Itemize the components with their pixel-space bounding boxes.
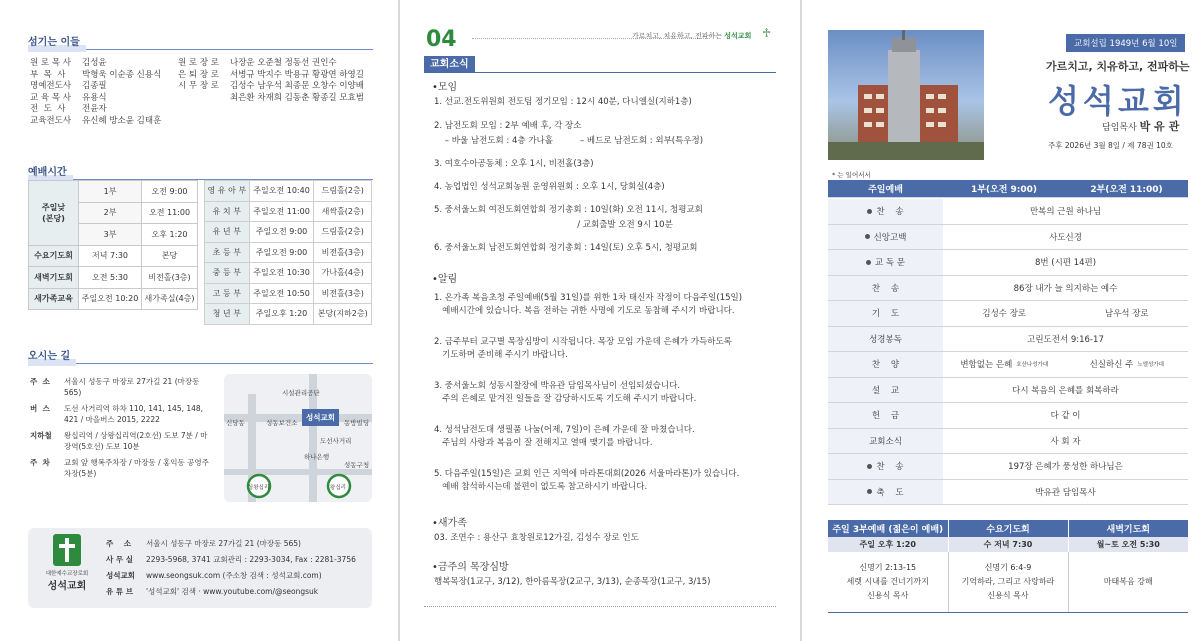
order-row [828, 480, 1188, 506]
order-label-text: 찬 송 [876, 462, 904, 473]
order-content: 박유관 담임목사 [1035, 487, 1096, 498]
location-map [224, 374, 372, 502]
order-content-main: 신실하신 주 [1089, 360, 1134, 371]
order-label-text: 찬 송 [871, 283, 900, 294]
department-name: 유 년 부 [205, 222, 250, 243]
order-row [828, 301, 1188, 327]
notice-item: 4. 성석남전도대 생필품 나눔(어제, 7일)이 은혜 가운데 잘 마쳤습니다. 주님의 사랑과 복음이 잘 전해지고 열매 맺기를 바랍니다. [434, 425, 695, 448]
standing-dot-icon [867, 489, 872, 494]
department-row [205, 283, 372, 304]
standing-note: * 는 일어서서 [832, 171, 871, 179]
department-row [205, 242, 372, 263]
sunday-part: 2부 [79, 202, 142, 224]
staff-right-list [178, 58, 364, 104]
order-label [828, 378, 943, 403]
staff-role: 명예전도사 [30, 81, 72, 91]
left-page [0, 0, 398, 641]
department-name: 초 등 부 [205, 242, 250, 263]
staff-names: 유신혜 방소윤 김태훈 [82, 115, 162, 126]
staff-row [30, 58, 161, 70]
order-header: 1부(오전 9:00) [943, 180, 1065, 197]
staff-names: 김종필 [82, 81, 107, 91]
staff-row [178, 58, 364, 70]
service-place: 본당 [142, 245, 198, 267]
department-table [204, 180, 372, 325]
cross-icon: ♱ [762, 26, 772, 40]
order-content: 다 같 이 [1050, 411, 1081, 422]
service-detail: 신명기 6:4-9 기억하라, 그리고 사랑하라 신용식 목사 [948, 552, 1068, 612]
church-building-photo [828, 30, 984, 160]
order-row [828, 454, 1188, 480]
direction-row [30, 403, 220, 425]
order-content-main: 남우석 장로 [1104, 309, 1149, 320]
order-row [828, 199, 1188, 225]
order-label [828, 403, 943, 428]
direction-row [30, 430, 220, 452]
order-content [1066, 301, 1189, 326]
order-label [828, 276, 943, 301]
sunday-time: 오전 11:00 [142, 202, 198, 224]
meetings-heading: •모임 [432, 82, 458, 93]
cross-logo-icon [53, 534, 81, 566]
directions-list [30, 376, 220, 484]
meeting-item: 6. 중서울노회 남전도회연합회 정기총회 : 14일(토) 오후 5시, 청평교회 [434, 243, 698, 253]
department-row [205, 222, 372, 243]
footer-label: 주 소 [106, 539, 131, 548]
staff-row [30, 116, 161, 128]
footer-row [106, 584, 368, 600]
department-name: 고 등 부 [205, 283, 250, 304]
department-place: 새싹홀(2층) [314, 201, 372, 222]
map-station-2: 왕십리 [330, 485, 346, 491]
department-place: 비전홀(3층) [314, 242, 372, 263]
news-divider [424, 72, 776, 73]
church-info-footer [28, 528, 372, 608]
directions-section-header [28, 344, 373, 364]
staff-row [30, 81, 161, 93]
other-services-table [828, 520, 1188, 613]
staff-row [178, 81, 364, 93]
department-name: 영 유 아 부 [205, 181, 250, 202]
meeting-item: – 바울 남전도회 : 4층 가나홀 – 베드로 남전도회 : 외부(특우정) [434, 136, 704, 146]
footer-label: 유 튜 브 [106, 587, 133, 596]
order-label-text: 신앙고백 [873, 232, 907, 243]
staff-row [30, 93, 161, 105]
middle-page [400, 0, 800, 641]
order-content-main: 김성수 장로 [982, 309, 1027, 320]
order-label-text: 설 교 [871, 385, 900, 396]
order-content [943, 301, 1066, 326]
staff-names: 나장운 오준철 정동선 권인수 [230, 58, 337, 68]
order-row [828, 276, 1188, 302]
order-label [828, 454, 943, 479]
order-label-text: 찬 송 [876, 207, 904, 218]
staff-row [30, 104, 161, 116]
map-label-left-road: 신당동 [226, 419, 245, 427]
department-time: 주일오후 1:20 [249, 304, 314, 325]
department-time: 주일오전 10:40 [249, 181, 314, 202]
staff-role: 교 육 목 사 [30, 92, 71, 103]
choir-name: 노엘성가대 [1137, 362, 1164, 369]
sunday-part: 1부 [79, 181, 142, 203]
order-row [828, 327, 1188, 353]
order-label [828, 429, 943, 454]
department-place: 드림홀(2층) [314, 181, 372, 202]
department-name: 유 치 부 [205, 201, 250, 222]
right-motto: 가르치고, 치유하고, 전파하는 [1046, 60, 1190, 73]
staff-section-header [28, 30, 373, 50]
service-name: 수요기도회 [29, 245, 79, 267]
standing-dot-icon [866, 260, 871, 265]
meeting-item: 4. 농업법인 성석교회농원 운영위원회 : 오후 1시, 당회실(4층) [434, 182, 665, 192]
direction-text: 도선 사거리역 하차 110, 141, 145, 148, 421 / 마을버스 2015, 2222 [64, 404, 204, 424]
right-page [802, 0, 1200, 641]
newfamily-heading: •새가족 [432, 518, 467, 529]
service-place: 새가족실(4층) [142, 288, 198, 310]
footer-row [106, 552, 368, 568]
department-place: 비전홀(3층) [314, 283, 372, 304]
standing-dot-icon [865, 234, 870, 239]
order-label [828, 301, 943, 326]
order-label [828, 480, 943, 505]
map-label-bank: 하나은행 [304, 453, 330, 461]
notice-item: 3. 중서울노회 성동시찰장에 박유관 담임목사님이 선임되셨습니다. 주의 은혜로 맡겨진 일들을 잘 감당하시도록 기도해 주시기 바랍니다. [434, 381, 697, 404]
order-label [828, 199, 943, 224]
order-label-text: 축 도 [876, 487, 904, 498]
meeting-item: / 교회출발 오전 9시 10분 [434, 220, 673, 230]
department-time: 주일오전 9:00 [249, 222, 314, 243]
worship-order-rows [828, 199, 1188, 505]
order-row [828, 225, 1188, 251]
service-time: 수 저녁 7:30 [948, 537, 1068, 552]
pastor-line: 담임목사 박 유 관 [1102, 120, 1180, 133]
worship-time-table [28, 180, 198, 310]
standing-dot-icon [867, 464, 872, 469]
service-detail: 마태복음 강해 [1068, 552, 1188, 612]
footer-label: 성석교회 [106, 571, 135, 580]
map-church-marker: 성석교회 [302, 409, 339, 426]
church-logo [36, 534, 98, 592]
order-label-text: 교 독 문 [874, 258, 906, 269]
staff-row [178, 70, 364, 82]
staff-names: 김성수 남우석 최종문 오창수 이양배 [230, 81, 364, 91]
order-label [828, 327, 943, 352]
department-row [205, 201, 372, 222]
staff-role: 원 로 목 사 [30, 58, 71, 68]
staff-row [178, 93, 364, 105]
newfamily-item: 03. 조연수 : 용산구 효창원로12가길, 김성수 장로 인도 [434, 533, 639, 543]
footer-info-rows [106, 536, 368, 600]
staff-role: 전 도 사 [30, 104, 66, 114]
staff-names: 전윤자 [82, 104, 107, 114]
department-time: 주일오전 11:00 [249, 201, 314, 222]
order-label-text: 헌 금 [871, 411, 900, 422]
staff-names: 최은환 차재희 김동춘 황종길 모효범 [230, 92, 364, 103]
worship-order-table [828, 180, 1188, 198]
visit-item: 행복목장(1교구, 3/12), 한아름목장(2교구, 3/13), 순종목장(1교구, 3/15) [434, 577, 711, 587]
order-content: 197장 은혜가 풍성한 하나님은 [1008, 462, 1123, 473]
meeting-item: 5. 중서울노회 여전도회연합회 정기총회 : 10일(화) 오전 11시, 청평교회 [434, 205, 703, 215]
footer-church-name: 성석교회 [47, 581, 87, 592]
denomination: 대한예수교장로회 [45, 571, 89, 577]
direction-label: 주 소 [30, 377, 50, 386]
direction-row [30, 457, 220, 479]
map-label-center-left: 성동보건소 [266, 419, 298, 427]
order-row [828, 352, 1188, 378]
direction-text: 서울시 성동구 마장로 27가길 21 (마장동 565) [64, 377, 200, 397]
footer-row [106, 568, 368, 584]
order-label [828, 352, 943, 377]
service-time: 주일 오후 1:20 [828, 537, 948, 552]
order-row [828, 429, 1188, 455]
order-content: 다시 복음의 은혜를 회복하라 [1012, 385, 1119, 396]
department-name: 청 년 부 [205, 304, 250, 325]
notice-item: 2. 금주부터 교구별 목장심방이 시작됩니다. 목장 모임 가운데 은혜가 가득하도록 기도하며 준비해 주시기 바랍니다. [434, 337, 732, 360]
map-label-gu: 성동구청 [344, 461, 370, 469]
staff-role [178, 93, 230, 105]
founded-badge: 교회설립 1949년 6월 10일 [1066, 34, 1185, 52]
department-place: 가나홀(4층) [314, 263, 372, 284]
footer-text: 2293-5968, 3741 교회관리 : 2293-3034, Fax : 2281-3756 [146, 555, 356, 564]
sunday-label: 주일낮 (본당) [29, 181, 79, 246]
bottom-divider [424, 606, 776, 607]
direction-text: 교회 앞 행복주차장 / 마장동 / 홍익동 공영주차장(5분) [64, 458, 209, 478]
order-row [828, 250, 1188, 276]
notice-item: 1. 온가족 복음초청 주일예배(5월 31일)를 위한 1차 태신자 작정이 다음주일(15일) 예배시간에 있습니다. 복음 전하는 귀한 사명에 기도로 동참해 주시기 바랍니다. [434, 293, 743, 316]
order-content: 고린도전서 9:16-17 [1027, 334, 1104, 345]
choir-name: 호산나성가대 [1016, 362, 1049, 369]
staff-role: 교육전도사 [30, 115, 72, 126]
notice-item: 5. 다음주일(15일)은 교회 인근 지역에 마라톤대회(2026 서울마라톤)가 있습니다. 예배 참석하시는데 불편이 없도록 참고하시기 바랍니다. [434, 469, 740, 492]
meeting-item: 2. 남전도회 모임 : 2부 예배 후, 각 장소 [434, 121, 582, 131]
visit-heading: •금주의 목장심방 [432, 562, 509, 573]
department-place: 본당(지하2층) [314, 304, 372, 325]
service-time: 저녁 7:30 [79, 245, 142, 267]
meeting-item: 1. 선교.전도위원회 전도팀 정기모임 : 12시 40분, 다니엘실(지하1층) [434, 97, 692, 107]
service-place: 비전홀(3층) [142, 267, 198, 289]
order-label [828, 225, 943, 250]
department-row [205, 181, 372, 202]
map-label-right-road: 동방빌딩 [344, 419, 370, 427]
order-label [828, 250, 943, 275]
staff-left-list [30, 58, 161, 127]
staff-row [30, 70, 161, 82]
direction-label: 지하철 [30, 431, 52, 440]
order-content: 사도신경 [1049, 232, 1082, 243]
map-station-1: 상왕십리 [248, 485, 270, 491]
service-name: 새가족교육 [29, 288, 79, 310]
department-time: 주일오전 9:00 [249, 242, 314, 263]
sunday-part: 3부 [79, 224, 142, 246]
service-name: 새벽기도회 [29, 267, 79, 289]
department-time: 주일오전 10:30 [249, 263, 314, 284]
sunday-time: 오후 1:20 [142, 224, 198, 246]
sunday-time: 오전 9:00 [142, 181, 198, 203]
standing-dot-icon [867, 209, 872, 214]
staff-title: 섬기는 이들 [28, 34, 86, 52]
order-label-text: 찬 양 [871, 360, 900, 371]
order-content [943, 352, 1066, 377]
service-time: 오전 5:30 [79, 267, 142, 289]
worship-section-header [28, 160, 373, 180]
staff-names: 박형욱 이순종 신용식 [82, 69, 162, 80]
page-number: 04 [426, 27, 457, 52]
footer-text: '성석교회' 검색 · www.youtube.com/@seongsuk [146, 587, 319, 596]
direction-row [30, 376, 220, 398]
footer-row [106, 536, 368, 552]
order-label-text: 기 도 [871, 309, 900, 320]
service-header: 주일 3부예배 (젊은이 예배) [828, 520, 948, 537]
order-content-main: 변함없는 은혜 [960, 360, 1013, 371]
direction-text: 왕십리역 / 상왕십리역(2호선) 도보 7분 / 마장역(5호선) 도보 10분 [64, 431, 208, 451]
staff-role: 원 로 장 로 [178, 58, 219, 68]
staff-role: 시 무 장 로 [178, 81, 219, 91]
staff-names: 유용식 [82, 92, 107, 103]
order-label-text: 교회소식 [869, 436, 902, 447]
department-place: 드림홀(2층) [314, 222, 372, 243]
notices-heading: •알림 [432, 274, 458, 285]
order-content: 만복의 근원 하나님 [1029, 207, 1102, 218]
order-label-text: 성경봉독 [869, 334, 902, 345]
department-name: 중 등 부 [205, 263, 250, 284]
service-detail: 신명기 2:13-15 세렛 시내를 건너기까지 신용식 목사 [828, 552, 948, 612]
right-church-name: 성석교회 [1048, 82, 1188, 120]
service-header: 수요기도회 [948, 520, 1068, 537]
order-content [1066, 352, 1189, 377]
department-row [205, 304, 372, 325]
map-label-crossing: 도선사거리 [320, 437, 352, 445]
footer-text: www.seongsuk.com (주소창 검색 : 성석교회.com) [146, 571, 322, 580]
order-header: 2부(오전 11:00) [1065, 180, 1188, 197]
map-label-top: 시설관리공단 [282, 389, 320, 397]
order-content: 사 회 자 [1050, 436, 1081, 447]
footer-text: 서울시 성동구 마장로 27가길 21 (마장동 565) [146, 539, 301, 548]
order-row [828, 403, 1188, 429]
staff-names: 서병규 박지수 박용규 황광연 하영길 [230, 69, 364, 80]
direction-label: 주 차 [30, 458, 50, 467]
staff-names: 김성윤 [82, 58, 107, 68]
order-content: 86장 내가 늘 의지하는 예수 [1013, 283, 1118, 294]
department-row [205, 263, 372, 284]
date-line: 주후 2026년 3월 8일 / 제 78권 10호 [1048, 141, 1173, 150]
building-illustration [828, 30, 984, 160]
page-motto: 가르치고, 치유하고, 전파하는 성석교회 [632, 32, 752, 40]
worship-title: 예배시간 [28, 164, 73, 182]
service-header: 새벽기도회 [1068, 520, 1188, 537]
meeting-item: 3. 여호수아공동체 : 오후 1시, 비전홀(3층) [434, 159, 594, 169]
order-header: 주일예배 [828, 180, 943, 197]
footer-label: 사 무 실 [106, 555, 133, 564]
order-content: 8번 (시편 14편) [1034, 258, 1097, 269]
direction-label: 버 스 [30, 404, 50, 413]
department-time: 주일오전 10:50 [249, 283, 314, 304]
service-time: 월~토 오전 5:30 [1068, 537, 1188, 552]
news-section-title: 교회소식 [424, 56, 475, 73]
directions-title: 오시는 길 [28, 348, 76, 366]
staff-role: 부 목 사 [30, 69, 66, 80]
order-row [828, 378, 1188, 404]
staff-role: 은 퇴 장 로 [178, 69, 219, 80]
service-time: 주일오전 10:20 [79, 288, 142, 310]
